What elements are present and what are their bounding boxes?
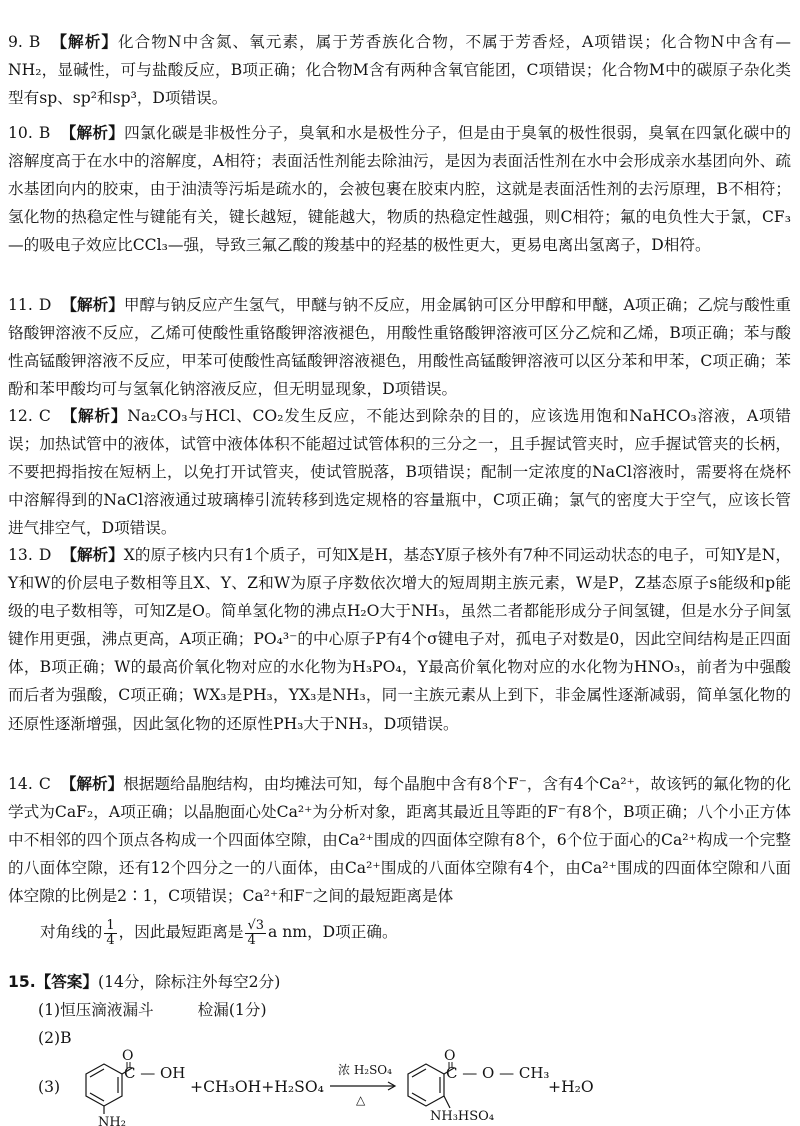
sub-answer-1-text: (1)恒压滴液漏斗: [38, 1001, 154, 1019]
item-body: Na₂CO₃与HCl、CO₂发生反应，不能达到除杂的目的，应该选用饱和NaHCO₃溶液，A项错误；加热试管中的液体，试管中液体体积不能超过试管体积的三分之一，且手握试管夹时，应手握试管夹的长柄，不要把拇指按在短柄上，以免打开试管夹，使试管脱落，B项错误；配制一定浓度的NaCl溶液时，需要将在烧杯中溶解得到的NaCl溶液通过玻璃棒引流转移到选定规格的容量瓶中，C项正确；氯气的密度大于空气，应该长管进气排空气，D项错误。: [8, 407, 791, 538]
arrow-condition-bottom: △: [356, 1093, 366, 1107]
answer-item-15-header: [8, 968, 791, 996]
product-substituent: NH₃HSO₄: [430, 1109, 495, 1124]
product-carbonyl-oxygen: O: [444, 1048, 456, 1064]
analysis-tag: 【解析】: [60, 124, 125, 142]
sub-answer-1: [38, 996, 267, 1024]
item-body: 甲醇与钠反应产生氢气，甲醚与钠不反应，用金属钠可区分甲醇和甲醚，A项正确；乙烷与酸性重铬酸钾溶液不反应，乙烯可使酸性重铬酸钾溶液褪色，用酸性重铬酸钾溶液可区分乙烷和乙烯，B项正确；苯与酸性高锰酸钾溶液不反应，甲苯可使酸性高锰酸钾溶液褪色，用酸性高锰酸钾溶液可以区分苯和甲苯，C项正确；苯酚和苯甲酸均可与氢氧化钠溶液反应，但无明显现象，D项错误。: [8, 296, 791, 399]
item-answer: D: [38, 546, 52, 564]
analysis-tag: 【解析】: [61, 546, 124, 564]
reactant-carbonyl-oxygen: O: [122, 1048, 134, 1064]
item-12-text: [8, 402, 791, 542]
answer-label: 15.【答案】: [8, 973, 98, 991]
item-number: 10.: [8, 124, 33, 142]
byproduct-water: +H₂O: [548, 1078, 594, 1096]
item-body: 根据题给晶胞结构，由均摊法可知，每个晶胞中含有8个F⁻，含有4个Ca²⁺，故该钙的氟化物的化学式为CaF₂，A项正确；以晶胞面心处Ca²⁺为分析对象，距离其最近且等距的F⁻有8个，B项正确；八个小正方体中不相邻的四个顶点各构成一个四面体空隙，由Ca²⁺围成的四面体空隙有8个，6个位于面心的Ca²⁺构成一个完整的八面体空隙，还有12个四分之一的八面体，由Ca²⁺围成的八面体空隙有4个，由Ca²⁺围成的四面体空隙和八面体空隙的比例是2∶1，C项错误；Ca²⁺和F⁻之间的最短距离是体: [8, 775, 791, 906]
item-answer: C: [38, 407, 51, 425]
answer-item-12: [8, 402, 791, 542]
score-note: (14分，除标注外每空2分): [98, 973, 281, 991]
item-13-text: [8, 541, 791, 738]
reaction-equation: [38, 1048, 598, 1126]
item-10-text: [8, 119, 791, 259]
item-11-text: [8, 291, 791, 403]
fraction-numerator: √3: [247, 918, 264, 934]
item-15-header-text: [8, 968, 791, 996]
item-body: 四氯化碳是非极性分子，臭氧和水是极性分子，但是由于臭氧的极性很弱，臭氧在四氯化碳中的溶解度高于在水中的溶解度，A相符；表面活性剂能去除油污，是因为表面活性剂在水中会形成亲水基团向外、疏水基团向内的胶束，由于油渍等污垢是疏水的，会被包裹在胶束内腔，这就是表面活性剂的去污原理，B不相符；氢化物的热稳定性与键能有关，键长越短，键能越大，物质的热稳定性越强，则C相符；氟的电负性大于氯，CF₃—的吸电子效应比CCl₃—强，导致三氟乙酸的羧基中的羟基的极性更大，更易电离出氢离子，D相符。: [8, 124, 791, 255]
answer-item-14: [8, 770, 791, 948]
analysis-tag: 【解析】: [61, 296, 124, 314]
answer-item-13: [8, 541, 791, 738]
item-9-text: [8, 28, 791, 112]
item-answer: C: [38, 775, 51, 793]
item-number: 14.: [8, 775, 33, 793]
fraction-sqrt3-over-4: [245, 919, 266, 947]
reactant-carboxyl: C — OH: [124, 1064, 186, 1082]
item-number: 12.: [8, 407, 33, 425]
reactant-amino: NH₂: [98, 1115, 126, 1126]
item-14-last-line: [8, 918, 791, 947]
answer-item-9: [8, 28, 791, 112]
item-number: 13.: [8, 546, 33, 564]
arrow-condition-top: 浓 H₂SO₄: [338, 1063, 392, 1077]
item-body: X的原子核内只有1个质子，可知X是H，基态Y原子核外有7种不同运动状态的电子，可知Y是N，Y和W的价层电子数相等且X、Y、Z和W为原子序数依次增大的短周期主族元素，W是P，Z基态原子s能级和p能级的电子数相等，可知Z是O。简单氢化物的沸点H₂O大于NH₃，虽然二者都能形成分子间氢键，但是水分子间氢键作用更强，沸点更高，A项正确；PO₄³⁻的中心原子P有4个σ键电子对，孤电子对数是0，因此空间结构是正四面体，B项正确；W的最高价氧化物对应的水化物为H₃PO₄，Y最高价氧化物对应的水化物为HNO₃，前者为中强酸而后者为强酸，C项正确；WX₃是PH₃，YX₃是NH₃，同一主族元素从上到下，非金属性逐渐减弱，简单氢化物的还原性逐渐增强，因此氢化物的还原性PH₃大于NH₃，D项错误。: [8, 546, 791, 733]
analysis-tag: 【解析】: [60, 775, 124, 793]
analysis-tag: 【解析】: [60, 407, 128, 425]
last-line-text-b: ，因此最短距离是: [118, 923, 244, 942]
item-14-text: [8, 770, 791, 910]
fraction-numerator: 1: [106, 918, 115, 934]
answer-item-11: [8, 291, 791, 403]
sub-answer-2-text: (2)B: [38, 1029, 72, 1047]
fraction-denominator: 4: [106, 932, 115, 948]
fraction-one-quarter: [104, 919, 116, 947]
item-answer: B: [38, 124, 51, 142]
item-body: 化合物N中含氮、氧元素，属于芳香族化合物，不属于芳香烃，A项错误；化合物N中含有—NH₂，显碱性，可与盐酸反应，B项正确；化合物M含有两种含氧官能团，C项错误；化合物M中的碳原子杂化类型有sp、sp²和sp³，D项错误。: [8, 33, 791, 108]
analysis-tag: 【解析】: [50, 33, 118, 51]
last-line-text-a: 对角线的: [40, 923, 103, 942]
reagents: +CH₃OH+H₂SO₄: [190, 1078, 324, 1096]
product-ester: C — O — CH₃: [446, 1064, 550, 1082]
item-answer: B: [28, 33, 41, 51]
item-answer: D: [38, 296, 52, 314]
fraction-denominator: 4: [247, 932, 256, 948]
reaction-index: (3): [38, 1078, 61, 1096]
item-number: 11.: [8, 296, 33, 314]
last-line-text-c: a nm，D项正确。: [268, 923, 398, 942]
sub-answer-1-note: 检漏(1分): [197, 1001, 267, 1019]
item-number: 9.: [8, 33, 23, 51]
answer-item-10: [8, 119, 791, 259]
